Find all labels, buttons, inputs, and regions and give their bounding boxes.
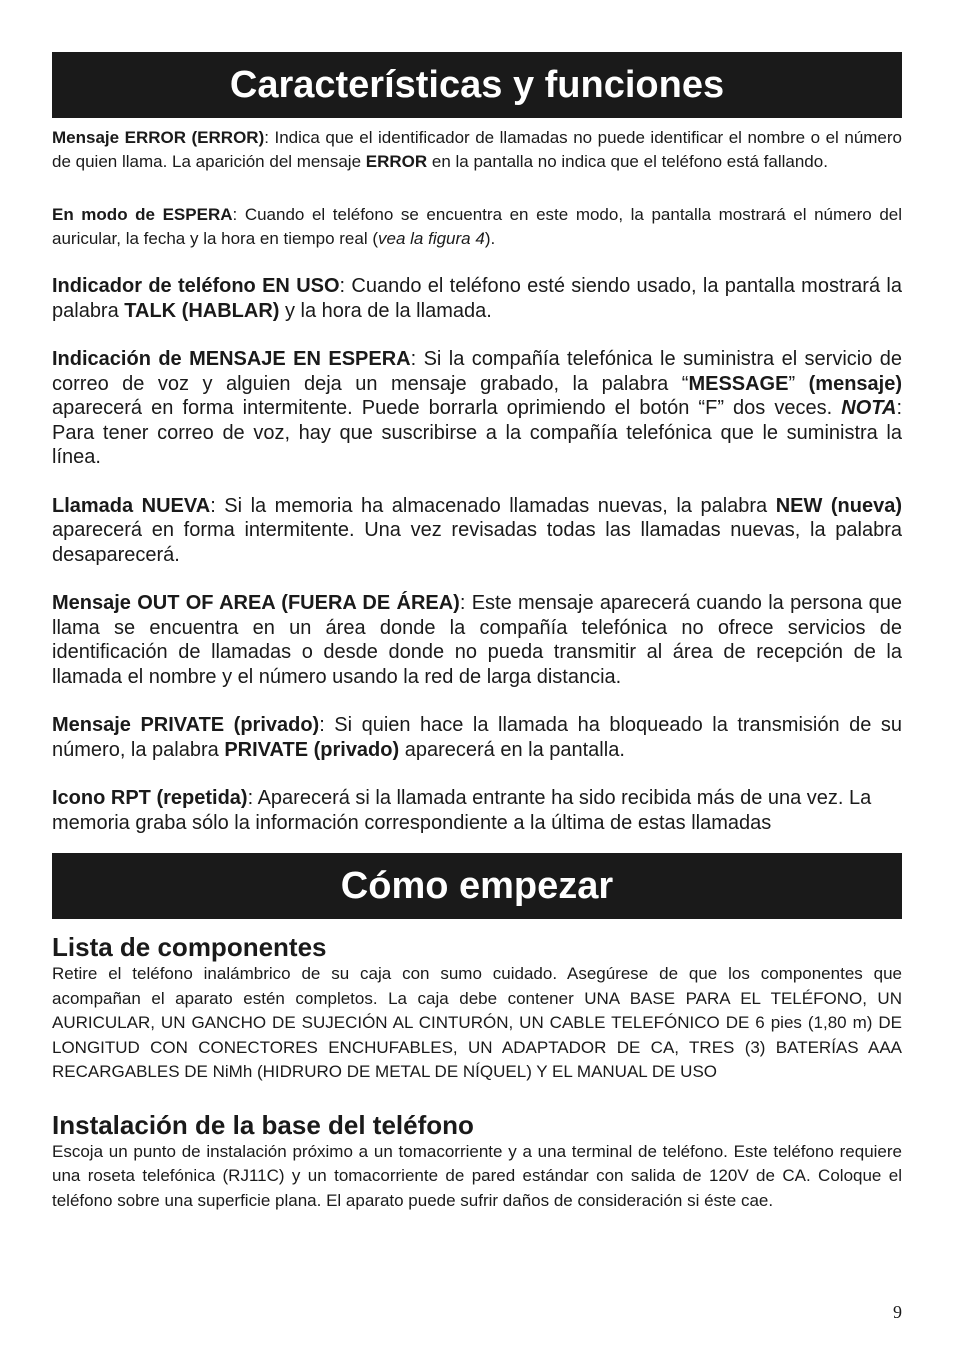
paragraph-new-call: [52, 494, 902, 568]
paragraph-text: : Este mensaje aparecerá cuando la persona que llama se encuentra en un área donde la compañía telefónica no ofrece servicios de identificación de llamadas o desde donde no pueda transmitir al área de recepción de la llamada el nombre y el número usando la red de larga distancia.: [52, 592, 903, 688]
heading-components: Lista de componentes: [52, 932, 327, 962]
section-title-features: [52, 52, 902, 118]
bold-term: PRIVATE (privado): [224, 738, 400, 761]
paragraph-installation: Escoja un punto de instalación próximo a un tomacorriente y a una terminal de teléfono. Este teléfono requiere una roseta telefónica (RJ11C) y un tomacorriente de pared estándar con salida de 120V de CA. Coloque el teléfono sobre una superficie plana. El aparato puede sufrir daños de consideración si éste cae.: [52, 1141, 902, 1210]
paragraph-text: : Si la compañía telefónica le suministra el servicio de correo de voz y alguien deja un mensaje grabado, la palabra “: [52, 348, 902, 395]
paragraph-out-of-area: [52, 591, 902, 689]
term-label: Llamada NUEVA: [52, 494, 211, 517]
paragraph-text: ”: [788, 372, 809, 395]
section-title-text: Cómo empezar: [340, 864, 614, 907]
page-content: [52, 52, 902, 1213]
paragraph-text: en la pantalla no indica que el teléfono está fallando.: [427, 152, 828, 171]
term-label: Mensaje PRIVATE (privado): [52, 714, 320, 736]
paragraph-text: aparecerá en forma intermitente. Puede borrarla oprimiendo el botón “F” dos veces.: [52, 397, 842, 419]
paragraph-error-message: [52, 126, 902, 174]
paragraph-standby-mode: [52, 203, 902, 251]
paragraph-private-message: [52, 713, 902, 762]
bold-term: TALK (HABLAR): [124, 299, 280, 322]
term-label: Indicación de MENSAJE EN ESPERA: [52, 348, 411, 370]
term-label: Icono RPT (repetida): [52, 787, 248, 809]
heading-installation: Instalación de la base del teléfono: [52, 1109, 474, 1140]
note-label: NOTA: [841, 397, 897, 419]
paragraph-message-waiting: [52, 347, 902, 470]
section-title-text: Características y funciones: [229, 63, 725, 106]
figure-reference: vea la figura 4: [378, 229, 485, 248]
paragraph-text: aparecerá en la pantalla.: [399, 738, 625, 761]
paragraph-text: : Cuando el teléfono esté siendo usado, la pantalla mostrará la palabra: [52, 275, 902, 322]
paragraph-text: : Si quien hace la llamada ha bloqueado la transmisión de su número, la palabra: [52, 714, 902, 761]
bold-term: ERROR: [365, 152, 428, 171]
paragraph-in-use-indicator: [52, 274, 902, 323]
paragraph-text: : Si la memoria ha almacenado llamadas nuevas, la palabra: [210, 494, 776, 517]
paragraph-text: : Para tener correo de voz, hay que suscribirse a la compañía telefónica que le suministra la línea.: [52, 397, 902, 468]
bold-term: NEW (nueva): [775, 494, 903, 517]
term-label: En modo de ESPERA: [52, 205, 233, 224]
paragraph-text: : Cuando el teléfono se encuentra en este modo, la pantalla mostrará el número del auricular, la fecha y la hora en tiempo real (: [52, 205, 903, 248]
section-title-getting-started: [52, 853, 902, 919]
bold-term: MESSAGE: [688, 372, 789, 395]
paragraph-components: Retire el teléfono inalámbrico de su caja con sumo cuidado. Asegúrese de que los componentes que acompañan el aparato estén completos. La caja debe contener UNA BASE PARA EL TELÉFONO, UN AURICULAR, UN GANCHO DE SUJECIÓN AL CINTURÓN, UN CABLE TELEFÓNICO DE 6 pies (1,80 m) DE LONGITUD CON CONECTORES ENCHUFABLES, UN ADAPTADOR DE CA, TRES (3) BATERÍAS AAA RECARGABLES DE NiMh (HIDRURO DE METAL DE NÍQUEL) Y EL MANUAL DE USO: [52, 964, 902, 1081]
page-number: 9: [893, 1302, 902, 1322]
term-label: Mensaje OUT OF AREA (FUERA DE ÁREA): [52, 592, 460, 614]
paragraph-text: aparecerá en forma intermitente. Una vez revisadas todas las llamadas nuevas, la palabra desaparecerá.: [52, 519, 902, 566]
paragraph-text: : Indica que el identificador de llamadas no puede identificar el nombre o el número de quien llama. La aparición del mensaje: [52, 128, 902, 171]
paragraph-text: : Aparecerá si la llamada entrante ha sido recibida más de una vez. La memoria graba sólo la información correspondiente a la última de estas llamadas: [52, 787, 872, 834]
paragraph-text: ).: [484, 229, 496, 248]
bold-term: (mensaje): [808, 372, 902, 395]
paragraph-rpt-icon: [52, 786, 902, 835]
term-label: Indicador de teléfono EN USO: [52, 275, 340, 297]
term-label: Mensaje ERROR (ERROR): [52, 128, 265, 147]
paragraph-text: y la hora de la llamada.: [279, 299, 492, 322]
